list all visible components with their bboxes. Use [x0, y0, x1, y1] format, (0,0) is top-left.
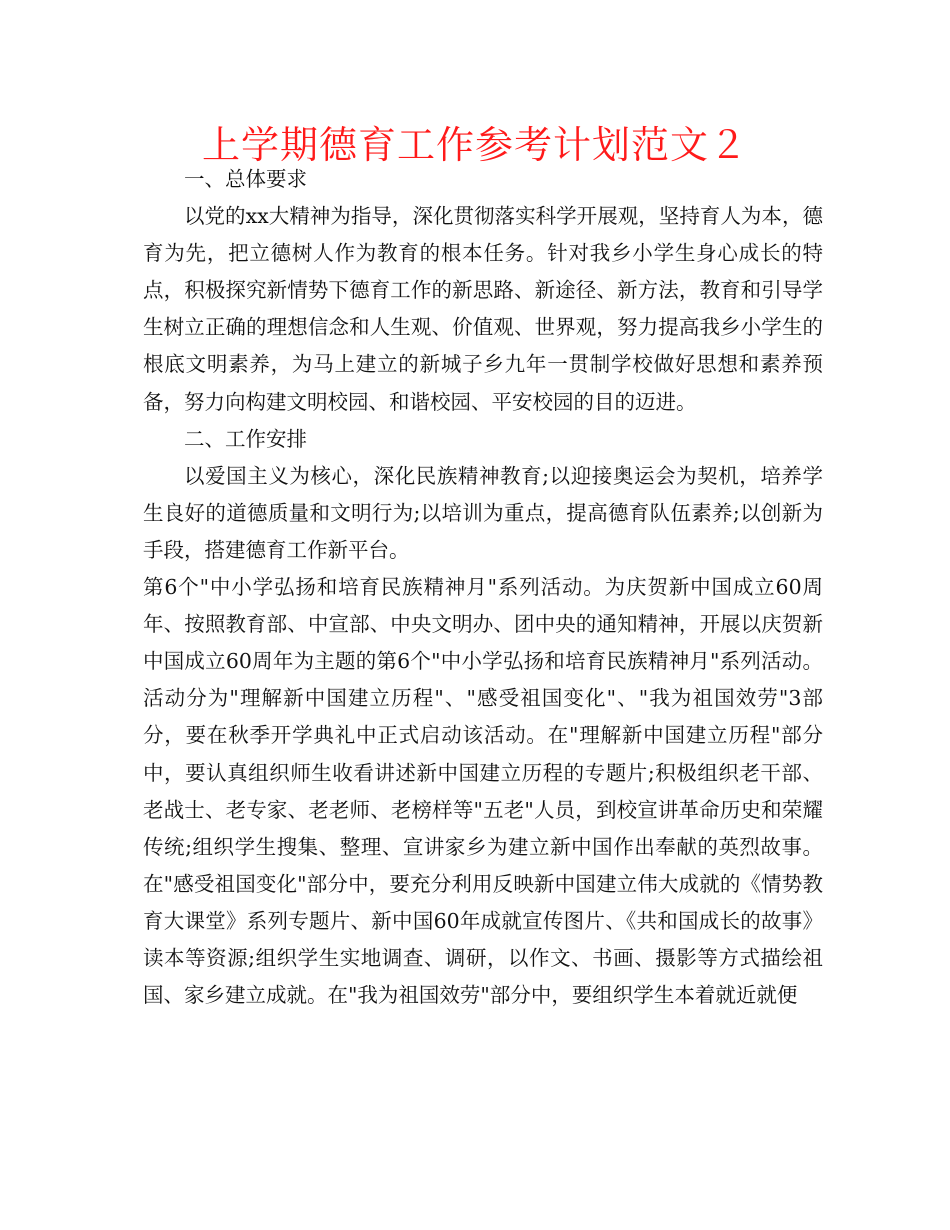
- section-heading-arrangement: 二、工作安排: [184, 426, 307, 451]
- document-body: [143, 161, 823, 1014]
- paragraph-activity: 第6个"中小学弘扬和培育民族精神月"系列活动。为庆贺新中国成立60周年、按照教育部、中宣部、中央文明办、团中央的通知精神，开展以庆贺新中国成立60周年为主题的第6个"中小学弘扬和培育民族精神月"系列活动。活动分为"理解新中国建立历程"、"感受祖国变化"、"我为祖国效劳"3部分，要在秋季开学典礼中正式启动该活动。在"理解新中国建立历程"部分中，要认真组织师生收看讲述新中国建立历程的专题片;积极组织老干部、老战士、老专家、老老师、老榜样等"五老"人员，到校宣讲革命历史和荣耀传统;组织学生搜集、整理、宣讲家乡为建立新中国作出奉献的英烈故事。在"感受祖国变化"部分中，要充分利用反映新中国建立伟大成就的《情势教育大课堂》系列专题片、新中国60年成就宣传图片、《共和国成长的故事》读本等资源;组织学生实地调查、调研，以作文、书画、摄影等方式描绘祖国、家乡建立成就。在"我为祖国效劳"部分中，要组织学生本着就近就便: [143, 575, 823, 1008]
- section-heading-requirements: 一、总体要求: [184, 167, 307, 191]
- document-title: 上学期德育工作参考计划范文２: [201, 123, 748, 167]
- paragraph-arrangement: 以爱国主义为核心，深化民族精神教育;以迎接奥运会为契机，培养学生良好的道德质量和文明行为;以培训为重点，提高德育队伍素养;以创新为手段，搭建德育工作新平台。: [143, 463, 823, 562]
- paragraph-requirements: 以党的xx大精神为指导，深化贯彻落实科学开展观，坚持育人为本，德育为先，把立德树人作为教育的根本任务。针对我乡小学生身心成长的特点，积极探究新情势下德育工作的新思路、新途径、新方法，教育和引导学生树立正确的理想信念和人生观、价值观、世界观，努力提高我乡小学生的根底文明素养，为马上建立的新城子乡九年一贯制学校做好思想和素养预备，努力向构建文明校园、和谐校园、平安校园的目的迈进。: [143, 204, 823, 414]
